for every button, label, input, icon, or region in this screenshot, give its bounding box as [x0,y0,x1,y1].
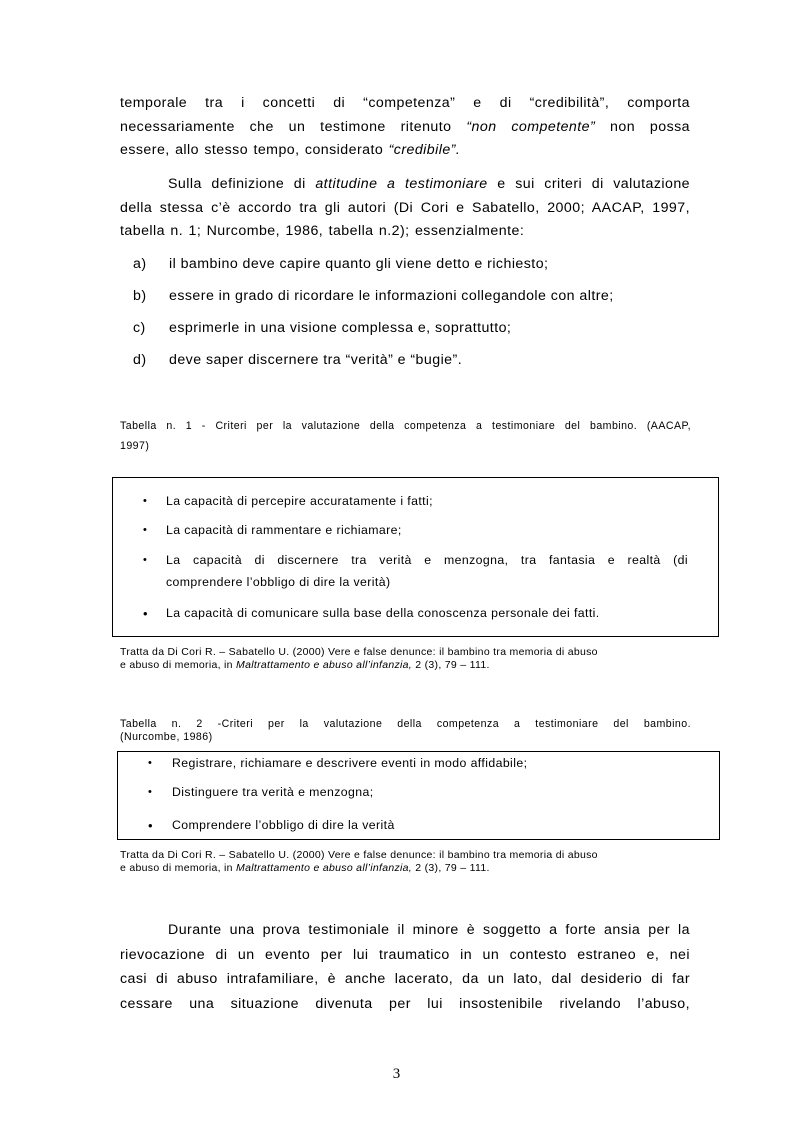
table2-caption [120,718,691,744]
table-item-continuation: comprendere l’obbligo di dire la verità) [166,575,391,589]
paragraph-line: rievocazione di un evento per lui traumatico in un contesto estraneo e, nei [120,946,690,963]
list-label: b) [133,288,147,304]
list-item [133,256,614,288]
table-item: La capacità di discernere tra verità e menzogna, tra fantasia e realtà (di [166,553,688,567]
table1-box [112,477,719,637]
emphasis: “non competente” [466,118,596,135]
list-item [133,320,614,352]
table2-source [120,849,715,875]
emphasis: attitudine a testimoniare [315,176,488,192]
text-run: essere, allo stesso tempo, considerato [120,142,384,158]
paragraph-line: cessare una situazione divenuta per lui insostenibile rivelando l’abuso, [120,995,690,1012]
bullet-icon: • [143,495,147,507]
source-line [120,659,715,672]
text-run: 2 (3), 79 – 111. [415,862,490,874]
caption-line: Tabella n. 2 -Criteri per la valutazione della competenza a testimoniare del bambino. [120,718,691,730]
text-run: e sui criteri di valutazione [497,176,690,192]
source-line [120,862,715,875]
text-run: 2 (3), 79 – 111. [415,659,490,671]
bullet-icon: • [148,757,152,769]
paragraph-line: Durante una prova testimoniale il minore è soggetto a forte ansia per la [168,922,690,938]
text-run: e abuso di memoria, in [120,659,233,671]
bullet-icon: • [143,524,147,536]
text-run: e abuso di memoria, in [120,862,233,874]
bullet-icon: • [148,818,153,833]
table-item: Distinguere tra verità e menzogna; [172,785,374,799]
bullet-icon: • [143,554,147,566]
paragraph-line [120,116,690,140]
paragraph-line: casi di abuso intrafamiliare, è anche lacerato, da un lato, dal desiderio di far [120,971,690,987]
bullet-icon: • [148,786,152,798]
paragraph-line: della stessa c’è accordo tra gli autori (Di Cori e Sabatello, 2000; AACAP, 1997, [120,199,690,216]
paragraph-competence-credibility [120,92,690,163]
table1-caption [120,416,691,456]
list-text: essere in grado di ricordare le informazioni collegandole con altre; [169,288,614,304]
list-text: esprimerle in una visione complessa e, soprattutto; [169,320,512,336]
caption-line: 1997) [120,440,150,452]
page-number: 3 [392,1066,401,1082]
list-item [133,352,614,384]
paragraph-line [120,173,690,197]
paragraph-line: temporale tra i concetti di “competenza” e di “credibilità”, comporta [120,95,690,111]
table1-source [120,646,715,672]
list-text: il bambino deve capire quanto gli viene detto e richiesto; [169,256,549,272]
paragraph-testimony-anxiety [120,918,690,1016]
caption-line: Tabella n. 1 - Criteri per la valutazione della competenza a testimoniare del bambino. (AACAP, [120,420,691,432]
bullet-icon: • [143,606,148,621]
paragraph-line [120,139,690,163]
emphasis: “credibile”. [388,142,461,158]
paragraph-attitude-definition [120,173,690,244]
list-item [133,288,614,320]
criteria-list [133,256,614,384]
list-label: a) [133,256,147,272]
table2-box [117,751,720,840]
list-label: d) [133,352,147,368]
table-item: Comprendere l’obbligo di dire la verità [172,818,395,832]
list-text: deve saper discernere tra “verità” e “bugie”. [169,352,463,368]
paragraph-line: tabella n. 1; Nurcombe, 1986, tabella n.2); essenzialmente: [120,223,525,239]
list-label: c) [133,320,146,336]
journal-title: Maltrattamento e abuso all’infanzia, [236,862,413,874]
table-item: La capacità di percepire accuratamente i fatti; [166,494,433,508]
table-item: La capacità di rammentare e richiamare; [166,523,402,537]
source-line: Tratta da Di Cori R. – Sabatello U. (2000) Vere e false denunce: il bambino tra memoria di abuso [120,849,598,861]
text-run: necessariamente che un testimone ritenuto [120,118,452,135]
table-item: Registrare, richiamare e descrivere eventi in modo affidabile; [172,756,528,770]
source-line: Tratta da Di Cori R. – Sabatello U. (2000) Vere e false denunce: il bambino tra memoria di abuso [120,646,598,658]
table-item: La capacità di comunicare sulla base della conoscenza personale dei fatti. [166,606,600,620]
caption-line: (Nurcombe, 1986) [120,731,213,743]
journal-title: Maltrattamento e abuso all’infanzia, [236,659,413,671]
text-run: Sulla definizione di [168,176,306,192]
text-run: non possa [610,118,690,135]
